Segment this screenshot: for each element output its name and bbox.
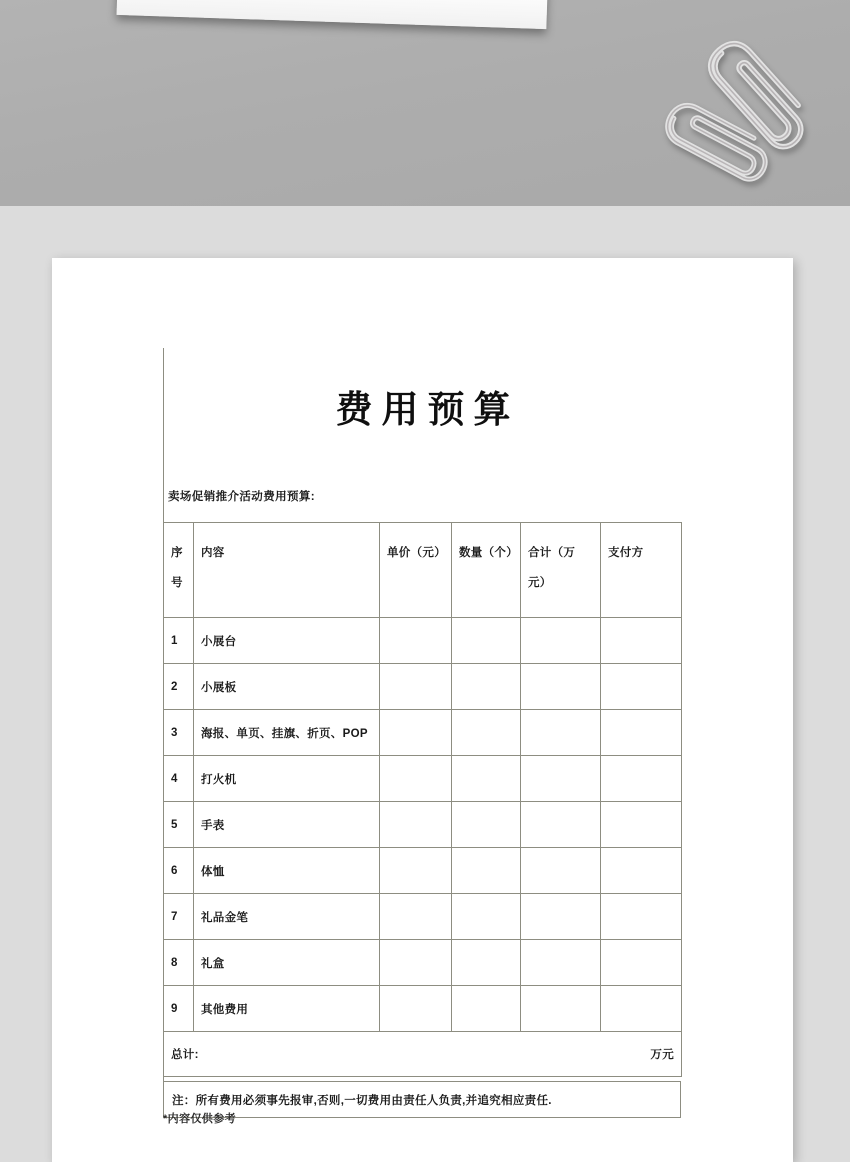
subtitle-text: 卖场促销推介活动费用预算:	[168, 491, 316, 503]
cell-payer[interactable]	[601, 664, 682, 710]
header-index-line2: 号	[171, 577, 183, 589]
cell-quantity[interactable]	[452, 940, 521, 986]
cell-quantity[interactable]	[452, 848, 521, 894]
table-header-row	[164, 523, 682, 618]
cell-unit-price[interactable]	[380, 756, 452, 802]
cell-index[interactable]: 8	[164, 940, 194, 986]
header-index-line1: 序	[171, 547, 183, 559]
table-body	[164, 618, 682, 1032]
budget-form	[163, 348, 682, 1118]
cell-unit-price[interactable]	[380, 940, 452, 986]
cell-payer[interactable]	[601, 618, 682, 664]
cell-quantity[interactable]	[452, 802, 521, 848]
table-row	[164, 940, 682, 986]
cell-content[interactable]: 体恤	[194, 848, 380, 894]
table-row	[164, 664, 682, 710]
cell-unit-price[interactable]	[380, 894, 452, 940]
table-row	[164, 756, 682, 802]
cell-unit-price[interactable]	[380, 710, 452, 756]
cell-content[interactable]: 海报、单页、挂旗、折页、POP	[194, 710, 380, 756]
note-text: 注：所有费用必须事先报审,否则,一切费用由责任人负责,并追究相应责任.	[164, 1082, 681, 1118]
cell-total[interactable]	[521, 986, 601, 1032]
budget-table	[163, 522, 682, 1077]
cell-content[interactable]: 小展板	[194, 664, 380, 710]
header-quantity: 数量（个）	[452, 523, 521, 618]
cell-index[interactable]: 9	[164, 986, 194, 1032]
cell-payer[interactable]	[601, 848, 682, 894]
cell-quantity[interactable]	[452, 618, 521, 664]
subtitle-block	[164, 470, 682, 522]
cell-index[interactable]: 4	[164, 756, 194, 802]
paperclip-icon	[660, 73, 790, 198]
cell-quantity[interactable]	[452, 756, 521, 802]
cell-payer[interactable]	[601, 940, 682, 986]
cell-total[interactable]	[521, 756, 601, 802]
table-row	[164, 986, 682, 1032]
cell-index[interactable]: 7	[164, 894, 194, 940]
footnote-text: *内容仅供参考	[163, 1113, 237, 1125]
cell-total[interactable]	[521, 848, 601, 894]
header-index	[164, 523, 194, 618]
cell-index[interactable]: 5	[164, 802, 194, 848]
cell-payer[interactable]	[601, 710, 682, 756]
total-label: 总计:	[171, 1049, 199, 1061]
cell-content[interactable]: 其他费用	[194, 986, 380, 1032]
cell-index[interactable]: 1	[164, 618, 194, 664]
note-table	[163, 1081, 681, 1118]
cell-index[interactable]: 6	[164, 848, 194, 894]
header-content: 内容	[194, 523, 380, 618]
total-unit: 万元	[650, 1049, 674, 1061]
cell-quantity[interactable]	[452, 986, 521, 1032]
cell-total[interactable]	[521, 664, 601, 710]
table-row	[164, 802, 682, 848]
table-row	[164, 894, 682, 940]
cell-unit-price[interactable]	[380, 802, 452, 848]
cell-content[interactable]: 礼盒	[194, 940, 380, 986]
cell-total[interactable]	[521, 618, 601, 664]
cell-total[interactable]	[521, 894, 601, 940]
total-cell	[164, 1032, 682, 1077]
cell-unit-price[interactable]	[380, 986, 452, 1032]
cell-total[interactable]	[521, 710, 601, 756]
header-total: 合计（万元）	[521, 523, 601, 618]
page-title: 费用预算	[335, 387, 520, 431]
note-row	[164, 1082, 681, 1118]
cell-content[interactable]: 礼品金笔	[194, 894, 380, 940]
table-row	[164, 848, 682, 894]
cell-payer[interactable]	[601, 802, 682, 848]
cell-index[interactable]: 2	[164, 664, 194, 710]
cell-quantity[interactable]	[452, 664, 521, 710]
cell-unit-price[interactable]	[380, 618, 452, 664]
cell-content[interactable]: 打火机	[194, 756, 380, 802]
header-payer: 支付方	[601, 523, 682, 618]
title-block	[164, 348, 682, 470]
cell-total[interactable]	[521, 802, 601, 848]
table-row	[164, 710, 682, 756]
cell-quantity[interactable]	[452, 710, 521, 756]
document-page	[52, 258, 793, 1162]
cell-content[interactable]: 小展台	[194, 618, 380, 664]
table-row	[164, 618, 682, 664]
cell-unit-price[interactable]	[380, 664, 452, 710]
cell-payer[interactable]	[601, 756, 682, 802]
cell-index[interactable]: 3	[164, 710, 194, 756]
cell-payer[interactable]	[601, 894, 682, 940]
table-total-row	[164, 1032, 682, 1077]
cell-payer[interactable]	[601, 986, 682, 1032]
cell-quantity[interactable]	[452, 894, 521, 940]
header-unit-price: 单价（元）	[380, 523, 452, 618]
cell-total[interactable]	[521, 940, 601, 986]
cell-content[interactable]: 手表	[194, 802, 380, 848]
cell-unit-price[interactable]	[380, 848, 452, 894]
